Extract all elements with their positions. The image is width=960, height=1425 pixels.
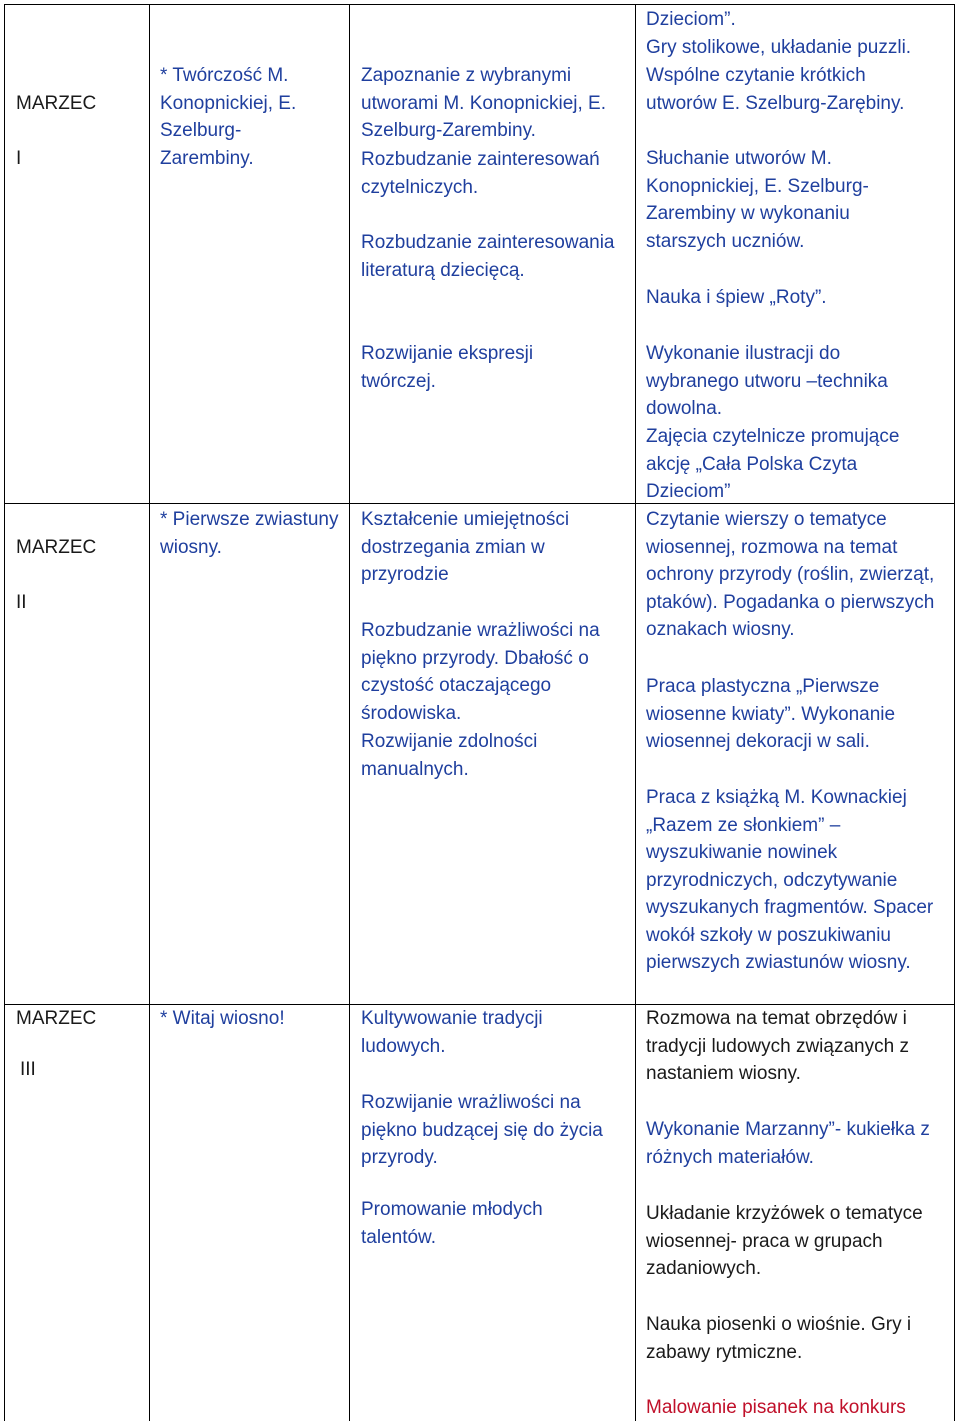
- month-cell: [16, 62, 136, 200]
- table-divider-col3: [635, 4, 636, 1421]
- goal-item: Rozbudzanie zainteresowań czytelniczych.: [361, 149, 600, 198]
- month-label: MARZEC: [16, 1008, 97, 1029]
- table-border-left: [4, 4, 5, 1421]
- activity-text: Wykonanie wiosennej dekoracji w sali.: [646, 703, 896, 752]
- activity-item: Wykonanie ilustracji do wybranego utworu –technika dowolna.: [646, 343, 888, 419]
- goal-item: Kultywowanie tradycji ludowych.: [361, 1008, 543, 1057]
- topic-cell: * Twórczość M. Konopnickiej, E. Szelburg- Zarembiny.: [160, 65, 297, 169]
- activity-text: Praca z książką M. Kownackiej „Razem ze słonkiem” – wyszukiwanie nowinek przyrodniczych, odczytywanie wyszukanych fragmentów.: [646, 787, 907, 918]
- table-border-top: [4, 4, 955, 5]
- goal-item: Rozwijanie zdolności manualnych.: [361, 731, 538, 780]
- table-border-right: [954, 4, 955, 1421]
- activity-item: [646, 673, 946, 756]
- topic-cell: * Witaj wiosno!: [160, 1008, 285, 1029]
- activity-item: Wspólne czytanie krótkich utworów E. Szelburg-Zarębiny.: [646, 65, 905, 114]
- table-divider-col1: [149, 4, 150, 1421]
- activity-item: [646, 506, 946, 644]
- week-label: I: [16, 147, 22, 169]
- goal-item: Promowanie młodych talentów.: [361, 1199, 543, 1248]
- activity-item: Rozmowa na temat obrzędów i tradycji ludowych związanych z nastaniem wiosny.: [646, 1008, 909, 1084]
- goal-text: Rozbudzanie wrażliwości na piękno przyrody.: [361, 620, 600, 669]
- week-label: II: [16, 591, 27, 613]
- goal-text: Dbałość o czystość otaczającego środowiska.: [361, 647, 589, 724]
- goal-item: Rozwijanie ekspresji twórczej.: [361, 343, 534, 392]
- activity-text: Praca plastyczna „Pierwsze wiosenne kwiaty”.: [646, 676, 880, 725]
- activity-item-highlight: Malowanie pisanek na konkurs: [646, 1397, 906, 1418]
- activity-item: Nauka i śpiew „Roty”.: [646, 287, 827, 308]
- activity-item: Wykonanie Marzanny”- kukiełka z różnych materiałów.: [646, 1119, 930, 1168]
- activity-item: Układanie krzyżówek o tematyce wiosennej- praca w grupach zadaniowych.: [646, 1203, 923, 1279]
- month-label: MARZEC: [16, 536, 97, 558]
- goal-item: Rozwijanie wrażliwości na piękno budzącej się do życia przyrody.: [361, 1092, 603, 1168]
- goal-item: Rozbudzanie zainteresowania literaturą dziecięcą.: [361, 232, 615, 281]
- activity-item: Słuchanie utworów M. Konopnickiej, E. Szelburg- Zarembiny w wykonaniu starszych uczniów.: [646, 148, 869, 252]
- row-divider: [4, 503, 955, 504]
- month-label: MARZEC: [16, 92, 97, 114]
- goal-item: Kształcenie umiejętności dostrzegania zmian w przyrodzie: [361, 509, 570, 585]
- activity-text: Spacer wokół szkoły w poszukiwaniu pierwszych zwiastunów wiosny.: [646, 897, 934, 973]
- topic-cell: * Pierwsze zwiastuny wiosny.: [160, 509, 339, 558]
- activity-item: Zajęcia czytelnicze promujące akcję „Cała Polska Czyta Dzieciom”: [646, 426, 900, 502]
- week-label: III: [20, 1059, 36, 1080]
- activity-item: [646, 784, 936, 977]
- month-cell: [16, 506, 136, 644]
- activity-item: Nauka piosenki o wiośnie. Gry i zabawy rytmiczne.: [646, 1314, 912, 1363]
- activity-item: Gry stolikowe, układanie puzzli.: [646, 37, 912, 58]
- activity-item: Dzieciom”.: [646, 9, 736, 30]
- activity-text: Czytanie wierszy o tematyce wiosennej, rozmowa na temat ochrony przyrody (roślin, zwierząt, ptaków).: [646, 509, 935, 613]
- table-divider-col2: [349, 4, 350, 1421]
- goal-item: [361, 617, 626, 727]
- activity-text: Pogadanka o pierwszych oznakach wiosny.: [646, 591, 935, 640]
- goal-item: Zapoznanie z wybranymi utworami M. Konopnickiej, E. Szelburg-Zarembiny.: [361, 65, 606, 141]
